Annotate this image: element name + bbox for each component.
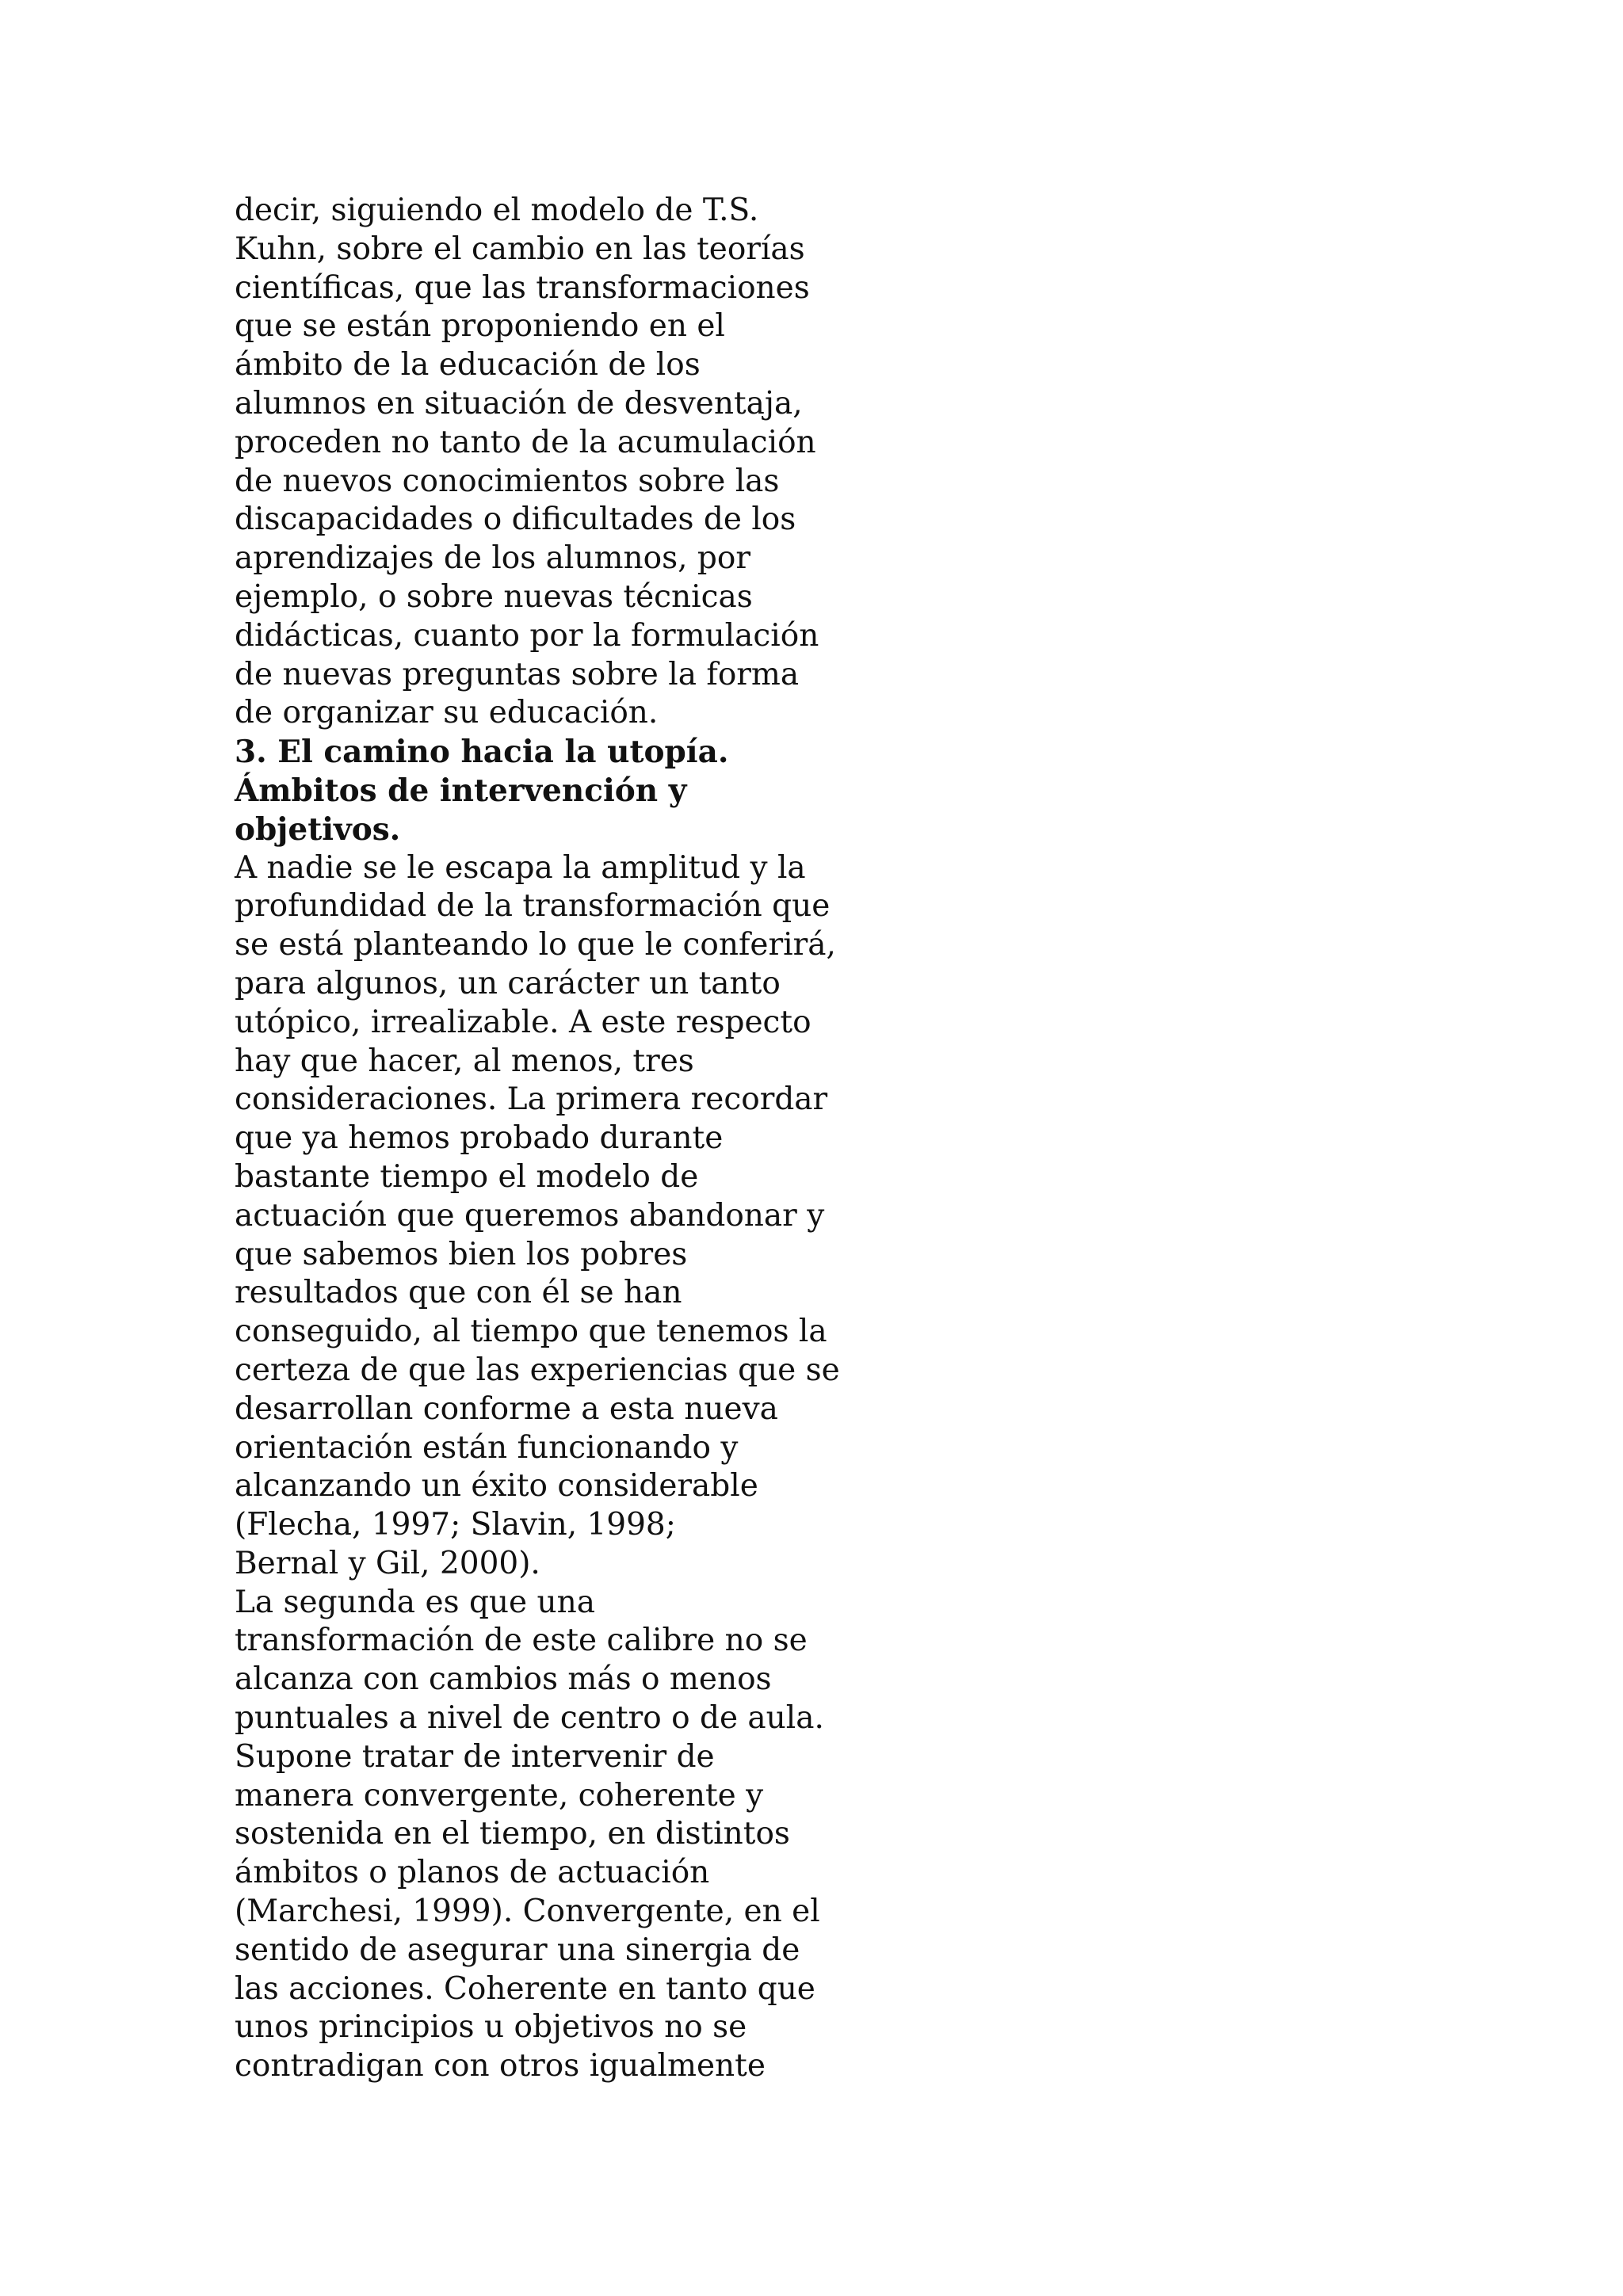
- text-line: alumnos en situación de desventaja,: [235, 385, 803, 421]
- text-line: bastante tiempo el modelo de: [235, 1158, 699, 1195]
- text-line: ámbito de la educación de los: [235, 347, 701, 383]
- text-line: unos principios u objetivos no se: [235, 2009, 747, 2046]
- text-line: ámbitos o planos de actuación: [235, 1855, 710, 1891]
- text-line: proceden no tanto de la acumulación: [235, 424, 816, 460]
- text-line: de nuevos conocimientos sobre las: [235, 463, 780, 499]
- text-line: orientación están funcionando y: [235, 1429, 739, 1466]
- text-line: de organizar su educación.: [235, 695, 659, 731]
- text-line: discapacidades o dificultades de los: [235, 502, 796, 538]
- text-line: (Marchesi, 1999). Convergente, en el: [235, 1894, 820, 1930]
- text-line: las acciones. Coherente en tanto que: [235, 1970, 815, 2007]
- text-line: científicas, que las transformaciones: [235, 269, 810, 306]
- section-heading: [235, 733, 884, 849]
- text-line: resultados que con él se han: [235, 1275, 682, 1311]
- text-line: Bernal y Gil, 2000).: [235, 1545, 540, 1581]
- text-line: Kuhn, sobre el cambio en las teorías: [235, 231, 805, 267]
- text-line: ejemplo, o sobre nuevas técnicas: [235, 578, 753, 615]
- text-line: transformación de este calibre no se: [235, 1623, 808, 1659]
- text-line: hay que hacer, al menos, tres: [235, 1043, 694, 1079]
- text-line: profundidad de la transformación que: [235, 888, 831, 925]
- text-line: manera convergente, coherente y: [235, 1777, 764, 1814]
- text-line: se está planteando lo que le conferirá,: [235, 927, 836, 963]
- paragraph-2: [235, 849, 884, 1584]
- text-line: puntuales a nivel de centro o de aula.: [235, 1700, 824, 1737]
- text-line: Supone tratar de intervenir de: [235, 1738, 715, 1775]
- heading-line: 3. El camino hacia la utopía.: [235, 734, 729, 771]
- text-line: de nuevas preguntas sobre la forma: [235, 656, 800, 692]
- text-line: certeza de que las experiencias que se: [235, 1352, 840, 1388]
- heading-line: objetivos.: [235, 810, 401, 848]
- text-line: didácticas, cuanto por la formulación: [235, 617, 819, 654]
- text-column: [235, 192, 884, 2086]
- text-line: utópico, irrealizable. A este respecto: [235, 1004, 812, 1040]
- heading-line: Ámbitos de intervención y: [235, 772, 687, 809]
- text-line: alcanzando un éxito considerable: [235, 1468, 758, 1505]
- text-line: contradigan con otros igualmente: [235, 2048, 766, 2084]
- text-line: que sabemos bien los pobres: [235, 1236, 688, 1272]
- text-line: actuación que queremos abandonar y: [235, 1197, 825, 1234]
- text-line: conseguido, al tiempo que tenemos la: [235, 1314, 827, 1350]
- paragraph-3: [235, 1584, 884, 2086]
- text-line: desarrollan conforme a esta nueva: [235, 1390, 778, 1427]
- paragraph-1: [235, 192, 884, 733]
- text-line: decir, siguiendo el modelo de T.S.: [235, 193, 759, 228]
- text-line: (Flecha, 1997; Slavin, 1998;: [235, 1507, 676, 1543]
- text-line: La segunda es que una: [235, 1584, 595, 1620]
- text-line: sostenida en el tiempo, en distintos: [235, 1816, 790, 1852]
- text-line: para algunos, un carácter un tanto: [235, 965, 781, 1001]
- text-line: aprendizajes de los alumnos, por: [235, 540, 751, 577]
- text-line: alcanza con cambios más o menos: [235, 1661, 772, 1698]
- text-line: A nadie se le escapa la amplitud y la: [235, 849, 806, 886]
- text-line: que se están proponiendo en el: [235, 308, 725, 345]
- text-line: sentido de asegurar una sinergia de: [235, 1932, 800, 1968]
- text-line: que ya hemos probado durante: [235, 1120, 724, 1157]
- text-line: consideraciones. La primera recordar: [235, 1081, 828, 1118]
